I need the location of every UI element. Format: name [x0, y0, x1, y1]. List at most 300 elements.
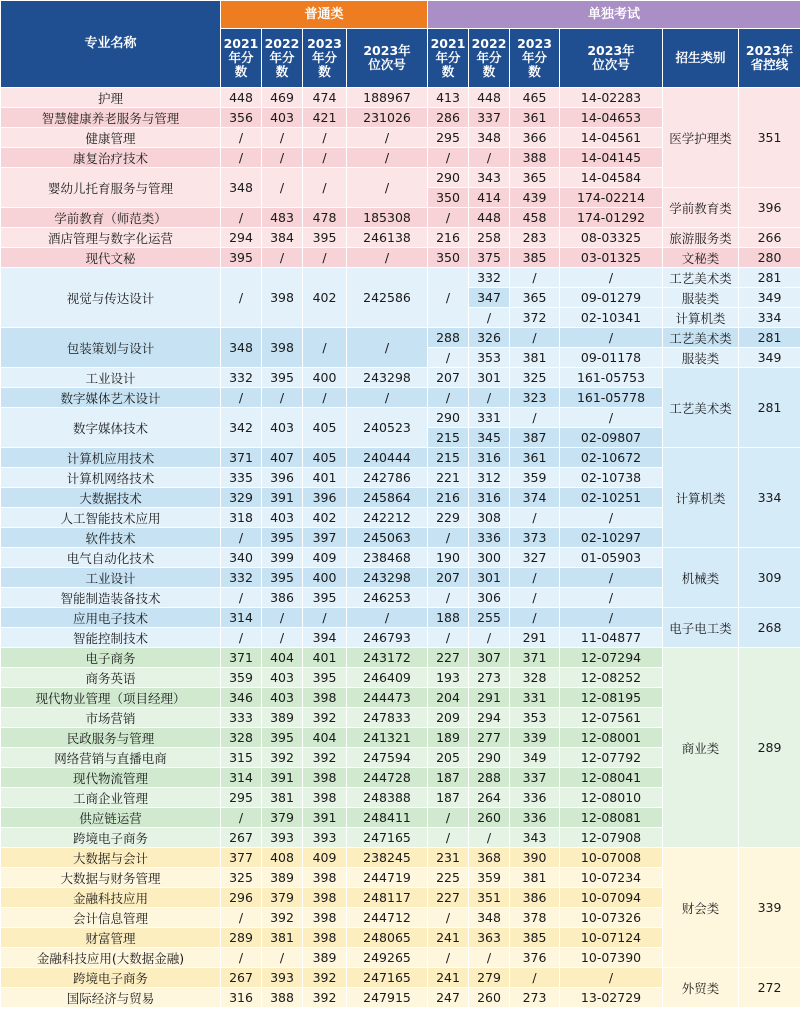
table-cell: / [303, 388, 347, 408]
table-row [1, 848, 800, 868]
table-cell: 315 [221, 748, 262, 768]
table-cell: / [428, 528, 469, 548]
table-cell: 244473 [347, 688, 428, 708]
major-name: 工商企业管理 [1, 788, 221, 808]
table-cell: 13-02729 [560, 988, 663, 1008]
table-cell: 14-04584 [560, 168, 663, 188]
table-cell: / [221, 588, 262, 608]
table-cell: 401 [303, 648, 347, 668]
category-name: 医学护理类 [663, 88, 739, 188]
table-cell: 404 [262, 648, 303, 668]
table-row [1, 648, 800, 668]
table-cell: 246793 [347, 628, 428, 648]
table-cell: 02-09807 [560, 428, 663, 448]
control-line: 281 [739, 368, 800, 448]
table-row [1, 248, 800, 268]
major-name: 视觉与传达设计 [1, 268, 221, 328]
table-cell: 240444 [347, 448, 428, 468]
table-cell: 295 [428, 128, 469, 148]
major-name: 市场营销 [1, 708, 221, 728]
table-cell: 14-04145 [560, 148, 663, 168]
table-cell: 387 [510, 428, 560, 448]
table-cell: / [510, 268, 560, 288]
table-cell: / [560, 608, 663, 628]
table-cell: 359 [469, 868, 510, 888]
table-cell: / [560, 968, 663, 988]
header-normal-2022: 2022 年分 数 [262, 29, 303, 88]
major-name: 应用电子技术 [1, 608, 221, 628]
table-cell: / [303, 608, 347, 628]
table-cell: 12-08001 [560, 728, 663, 748]
table-cell: 379 [262, 888, 303, 908]
table-cell: 378 [510, 908, 560, 928]
table-cell: 174-01292 [560, 208, 663, 228]
table-cell: / [221, 388, 262, 408]
major-name: 康复治疗技术 [1, 148, 221, 168]
table-cell: / [221, 948, 262, 968]
major-name: 跨境电子商务 [1, 968, 221, 988]
table-cell: 342 [221, 408, 262, 448]
table-cell: 12-08081 [560, 808, 663, 828]
control-line: 272 [739, 968, 800, 1008]
table-cell: / [347, 608, 428, 628]
table-cell: 389 [262, 868, 303, 888]
table-cell: 08-03325 [560, 228, 663, 248]
table-cell: 327 [510, 548, 560, 568]
table-cell: 405 [303, 448, 347, 468]
table-cell: 207 [428, 368, 469, 388]
table-cell: 392 [303, 988, 347, 1008]
major-name: 跨境电子商务 [1, 828, 221, 848]
table-cell: 439 [510, 188, 560, 208]
major-name: 大数据与会计 [1, 848, 221, 868]
table-cell: 337 [469, 108, 510, 128]
table-cell: / [262, 128, 303, 148]
table-cell: 403 [262, 108, 303, 128]
control-line: 268 [739, 608, 800, 648]
table-cell: / [510, 588, 560, 608]
table-cell: 388 [510, 148, 560, 168]
table-cell: 349 [510, 748, 560, 768]
category-name: 商业类 [663, 648, 739, 848]
table-cell: / [303, 148, 347, 168]
table-cell: / [221, 528, 262, 548]
table-cell: / [560, 328, 663, 348]
table-cell: 392 [303, 968, 347, 988]
major-name: 财富管理 [1, 928, 221, 948]
table-cell: 396 [262, 468, 303, 488]
major-name: 民政服务与管理 [1, 728, 221, 748]
table-cell: / [262, 628, 303, 648]
table-cell: 353 [469, 348, 510, 368]
table-cell: 401 [303, 468, 347, 488]
table-cell: 241 [428, 968, 469, 988]
table-cell: 392 [262, 908, 303, 928]
major-name: 金融科技应用 [1, 888, 221, 908]
control-line: 334 [739, 448, 800, 548]
table-cell: / [510, 508, 560, 528]
table-cell: 11-04877 [560, 628, 663, 648]
table-cell: 286 [428, 108, 469, 128]
table-cell: 243298 [347, 568, 428, 588]
table-cell: 10-07008 [560, 848, 663, 868]
table-cell: 02-10672 [560, 448, 663, 468]
table-cell: / [469, 948, 510, 968]
table-row [1, 448, 800, 468]
major-name: 工业设计 [1, 568, 221, 588]
table-cell: 404 [303, 728, 347, 748]
table-cell: / [221, 628, 262, 648]
table-cell: / [303, 248, 347, 268]
table-cell: 348 [221, 168, 262, 208]
table-cell: 12-07792 [560, 748, 663, 768]
table-cell: 248411 [347, 808, 428, 828]
table-cell: 260 [469, 988, 510, 1008]
header-normal-2021: 2021 年分 数 [221, 29, 262, 88]
table-cell: 345 [469, 428, 510, 448]
table-row [1, 328, 800, 348]
table-cell: 348 [469, 908, 510, 928]
table-cell: / [510, 968, 560, 988]
table-cell: 288 [428, 328, 469, 348]
category-name: 旅游服务类 [663, 228, 739, 248]
table-cell: / [262, 948, 303, 968]
table-cell: 215 [428, 448, 469, 468]
table-cell: 483 [262, 208, 303, 228]
major-name: 包装策划与设计 [1, 328, 221, 368]
table-cell: 350 [428, 248, 469, 268]
table-cell: 12-07908 [560, 828, 663, 848]
table-cell: 316 [469, 448, 510, 468]
table-cell: 381 [262, 788, 303, 808]
major-name: 护理 [1, 88, 221, 108]
table-cell: / [262, 168, 303, 208]
table-cell: 359 [221, 668, 262, 688]
table-cell: 10-07094 [560, 888, 663, 908]
table-cell: 273 [510, 988, 560, 1008]
table-cell: 337 [510, 768, 560, 788]
table-cell: 403 [262, 688, 303, 708]
table-cell: 332 [221, 368, 262, 388]
table-cell: 09-01178 [560, 348, 663, 368]
table-cell: 395 [262, 728, 303, 748]
table-cell: 336 [510, 808, 560, 828]
major-name: 计算机应用技术 [1, 448, 221, 468]
table-cell: 395 [303, 668, 347, 688]
table-cell: / [428, 208, 469, 228]
table-cell: 02-10297 [560, 528, 663, 548]
table-cell: / [428, 948, 469, 968]
table-cell: 371 [221, 448, 262, 468]
category-name: 电子电工类 [663, 608, 739, 648]
table-cell: 316 [469, 488, 510, 508]
table-cell: 244719 [347, 868, 428, 888]
table-row [1, 368, 800, 388]
table-cell: 361 [510, 448, 560, 468]
table-cell: 291 [510, 628, 560, 648]
table-cell: 244712 [347, 908, 428, 928]
table-row [1, 608, 800, 628]
table-cell: 307 [469, 648, 510, 668]
table-cell: 295 [221, 788, 262, 808]
table-cell: 209 [428, 708, 469, 728]
table-cell: 397 [303, 528, 347, 548]
header-group-normal: 普通类 [221, 1, 428, 29]
table-cell: / [347, 248, 428, 268]
table-cell: 242212 [347, 508, 428, 528]
table-cell: 403 [262, 508, 303, 528]
table-cell: 381 [510, 348, 560, 368]
table-cell: 231 [428, 848, 469, 868]
table-cell: 458 [510, 208, 560, 228]
table-cell: 204 [428, 688, 469, 708]
table-cell: 478 [303, 208, 347, 228]
table-cell: 247833 [347, 708, 428, 728]
major-name: 电气自动化技术 [1, 548, 221, 568]
table-cell: 393 [303, 828, 347, 848]
table-cell: 389 [262, 708, 303, 728]
major-name: 计算机网络技术 [1, 468, 221, 488]
header-normal-2023: 2023 年分 数 [303, 29, 347, 88]
category-name: 机械类 [663, 548, 739, 608]
table-cell: 255 [469, 608, 510, 628]
table-cell: 413 [428, 88, 469, 108]
table-cell: 283 [510, 228, 560, 248]
table-cell: 290 [469, 748, 510, 768]
table-cell: 339 [510, 728, 560, 748]
table-cell: / [428, 908, 469, 928]
table-cell: 343 [510, 828, 560, 848]
table-cell: 207 [428, 568, 469, 588]
table-cell: 403 [262, 668, 303, 688]
table-cell: 247165 [347, 828, 428, 848]
table-cell: / [428, 388, 469, 408]
table-cell: 353 [510, 708, 560, 728]
table-cell: / [262, 148, 303, 168]
table-cell: 225 [428, 868, 469, 888]
table-cell: 336 [469, 528, 510, 548]
table-cell: 391 [303, 808, 347, 828]
major-name: 金融科技应用(大数据金融) [1, 948, 221, 968]
table-cell: 365 [510, 288, 560, 308]
table-cell: 365 [510, 168, 560, 188]
table-cell: / [347, 388, 428, 408]
table-cell: 376 [510, 948, 560, 968]
table-cell: 189 [428, 728, 469, 748]
major-name: 大数据与财务管理 [1, 868, 221, 888]
major-name: 供应链运营 [1, 808, 221, 828]
table-cell: 399 [262, 548, 303, 568]
table-cell: 216 [428, 228, 469, 248]
table-cell: 421 [303, 108, 347, 128]
major-name: 数字媒体技术 [1, 408, 221, 448]
table-cell: 395 [262, 568, 303, 588]
table-cell: / [469, 628, 510, 648]
table-cell: 12-08041 [560, 768, 663, 788]
table-cell: 407 [262, 448, 303, 468]
table-cell: 187 [428, 788, 469, 808]
control-line: 281 [739, 328, 800, 348]
category-name: 计算机类 [663, 448, 739, 548]
table-cell: 243172 [347, 648, 428, 668]
category-name: 服装类 [663, 348, 739, 368]
table-cell: / [469, 388, 510, 408]
table-cell: 241 [428, 928, 469, 948]
table-cell: 448 [221, 88, 262, 108]
table-cell: 02-10251 [560, 488, 663, 508]
table-cell: / [560, 408, 663, 428]
table-cell: 279 [469, 968, 510, 988]
table-cell: / [221, 148, 262, 168]
table-cell: / [303, 328, 347, 368]
table-cell: / [303, 128, 347, 148]
header-major-name: 专业名称 [1, 1, 221, 88]
control-line: 334 [739, 308, 800, 328]
table-cell: 448 [469, 208, 510, 228]
table-cell: 231026 [347, 108, 428, 128]
table-cell: 301 [469, 368, 510, 388]
table-cell: 02-10341 [560, 308, 663, 328]
table-cell: 290 [428, 408, 469, 428]
table-cell: 394 [303, 628, 347, 648]
table-cell: 388 [262, 988, 303, 1008]
table-cell: 290 [428, 168, 469, 188]
control-line: 280 [739, 248, 800, 268]
table-cell: 363 [469, 928, 510, 948]
category-name: 工艺美术类 [663, 328, 739, 348]
header-group-single: 单独考试 [428, 1, 800, 29]
table-cell: 393 [262, 828, 303, 848]
table-cell: 385 [510, 248, 560, 268]
category-name: 服装类 [663, 288, 739, 308]
table-cell: 351 [469, 888, 510, 908]
control-line: 309 [739, 548, 800, 608]
table-cell: / [303, 168, 347, 208]
table-cell: 227 [428, 888, 469, 908]
major-name: 现代物业管理（项目经理） [1, 688, 221, 708]
header-single-2022: 2022 年分 数 [469, 29, 510, 88]
table-cell: 264 [469, 788, 510, 808]
table-cell: 359 [510, 468, 560, 488]
major-name: 学前教育（师范类） [1, 208, 221, 228]
major-name: 商务英语 [1, 668, 221, 688]
table-cell: / [428, 588, 469, 608]
table-cell: 247165 [347, 968, 428, 988]
table-cell: / [469, 308, 510, 328]
table-cell: 03-01325 [560, 248, 663, 268]
table-cell: 408 [262, 848, 303, 868]
table-cell: / [510, 328, 560, 348]
table-cell: 395 [221, 248, 262, 268]
table-cell: 350 [428, 188, 469, 208]
table-cell: / [221, 808, 262, 828]
table-cell: 398 [303, 908, 347, 928]
table-cell: 14-02283 [560, 88, 663, 108]
table-cell: 409 [303, 548, 347, 568]
table-cell: 241321 [347, 728, 428, 748]
table-cell: 398 [303, 768, 347, 788]
table-cell: 308 [469, 508, 510, 528]
table-cell: 375 [469, 248, 510, 268]
table-cell: 244728 [347, 768, 428, 788]
table-row [1, 968, 800, 988]
table-cell: / [428, 348, 469, 368]
major-name: 国际经济与贸易 [1, 988, 221, 1008]
table-cell: 329 [221, 488, 262, 508]
table-cell: 389 [303, 948, 347, 968]
major-name: 工业设计 [1, 368, 221, 388]
table-cell: 391 [262, 768, 303, 788]
control-line: 289 [739, 648, 800, 848]
table-cell: / [262, 388, 303, 408]
table-cell: 381 [262, 928, 303, 948]
header-single-2023: 2023 年分 数 [510, 29, 560, 88]
table-cell: 398 [303, 788, 347, 808]
header-normal-rank: 2023年 位次号 [347, 29, 428, 88]
table-cell: 10-07390 [560, 948, 663, 968]
table-cell: / [469, 148, 510, 168]
table-cell: 323 [510, 388, 560, 408]
table-cell: 402 [303, 508, 347, 528]
table-cell: 331 [510, 688, 560, 708]
control-line: 266 [739, 228, 800, 248]
major-name: 网络营销与直播电商 [1, 748, 221, 768]
table-cell: 247915 [347, 988, 428, 1008]
header-category: 招生类别 [663, 29, 739, 88]
table-cell: 227 [428, 648, 469, 668]
table-cell: 402 [303, 268, 347, 328]
table-cell: 216 [428, 488, 469, 508]
table-cell: 332 [469, 268, 510, 288]
table-cell: 190 [428, 548, 469, 568]
table-cell: 398 [303, 688, 347, 708]
header-single-2021: 2021 年分 数 [428, 29, 469, 88]
table-cell: 474 [303, 88, 347, 108]
table-cell: 12-08195 [560, 688, 663, 708]
table-cell: 10-07326 [560, 908, 663, 928]
table-cell: 312 [469, 468, 510, 488]
major-name: 现代物流管理 [1, 768, 221, 788]
table-cell: 414 [469, 188, 510, 208]
table-cell: 448 [469, 88, 510, 108]
table-cell: 246409 [347, 668, 428, 688]
table-cell: / [469, 828, 510, 848]
table-cell: 347 [469, 288, 510, 308]
table-cell: 10-07124 [560, 928, 663, 948]
table-cell: 289 [221, 928, 262, 948]
table-cell: 336 [510, 788, 560, 808]
table-cell: 238245 [347, 848, 428, 868]
table-cell: 373 [510, 528, 560, 548]
table-cell: 392 [303, 748, 347, 768]
table-cell: 398 [303, 928, 347, 948]
table-cell: 372 [510, 308, 560, 328]
table-cell: / [560, 588, 663, 608]
table-cell: 385 [510, 928, 560, 948]
major-name: 数字媒体艺术设计 [1, 388, 221, 408]
table-cell: 368 [469, 848, 510, 868]
table-cell: 193 [428, 668, 469, 688]
header-single-rank: 2023年 位次号 [560, 29, 663, 88]
table-cell: 400 [303, 568, 347, 588]
table-cell: 10-07234 [560, 868, 663, 888]
table-cell: 291 [469, 688, 510, 708]
table-cell: 391 [262, 488, 303, 508]
category-name: 学前教育类 [663, 188, 739, 228]
table-cell: 409 [303, 848, 347, 868]
table-cell: 258 [469, 228, 510, 248]
table-cell: / [428, 148, 469, 168]
